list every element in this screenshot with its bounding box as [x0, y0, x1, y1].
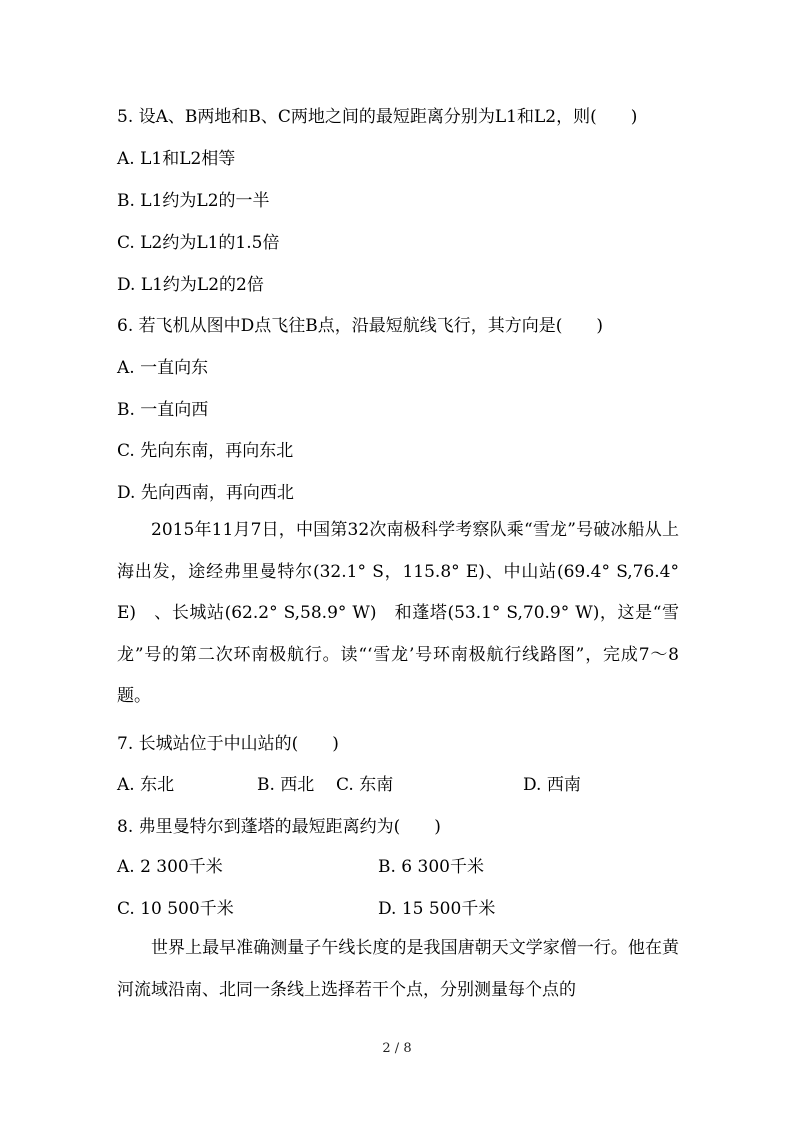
q7-option-a: A. 东北 — [117, 775, 175, 795]
q8-option-c: C. 10 500千米 — [117, 899, 234, 919]
q5-option-a: A. L1和L2相等 — [117, 149, 236, 169]
q8-option-d: D. 15 500千米 — [378, 899, 496, 919]
q6-option-c: C. 先向东南，再向东北 — [117, 441, 294, 461]
q8-option-b: B. 6 300千米 — [378, 857, 484, 877]
passage-yixing: 世界上最早准确测量子午线长度的是我国唐朝天文学家僧一行。他在黄河流域沿南、北同一条线上选择若干个点，分别测量每个点的 — [117, 938, 679, 1000]
q7-option-d: D. 西南 — [523, 775, 581, 795]
passage-xuelong: 2015年11月7日，中国第32次南极科学考察队乘“雪龙”号破冰船从上海出发，途经弗里曼特尔(32.1° S，115.8° E)、中山站(69.4° S,76.4° E) 、长城站(62.2° S,58.9° W) 和蓬塔(53.1° S,70.9° W)，这是“雪龙”号的第二次环南极航行。读“‘雪龙’号环南极航行线路图”，完成7～8题。 — [117, 520, 679, 706]
q6-option-b: B. 一直向西 — [117, 400, 209, 420]
q6-stem: 6. 若飞机从图中D点飞往B点，沿最短航线飞行，其方向是( ) — [117, 316, 604, 336]
q7-option-c: C. 东南 — [336, 775, 394, 795]
q7-stem: 7. 长城站位于中山站的( ) — [117, 734, 339, 754]
q5-option-b: B. L1约为L2的一半 — [117, 191, 270, 211]
q8-option-a: A. 2 300千米 — [117, 857, 223, 877]
q5-option-d: D. L1约为L2的2倍 — [117, 275, 264, 295]
q5-stem: 5. 设A、B两地和B、C两地之间的最短距离分别为L1和L2，则( ) — [117, 107, 638, 127]
page-number: 2 / 8 — [382, 1041, 412, 1056]
q8-stem: 8. 弗里曼特尔到蓬塔的最短距离约为( ) — [117, 817, 441, 837]
q6-option-d: D. 先向西南，再向西北 — [117, 483, 294, 503]
q5-option-c: C. L2约为L1的1.5倍 — [117, 233, 280, 253]
q6-option-a: A. 一直向东 — [117, 358, 209, 378]
q7-option-b: B. 西北 — [257, 775, 315, 795]
